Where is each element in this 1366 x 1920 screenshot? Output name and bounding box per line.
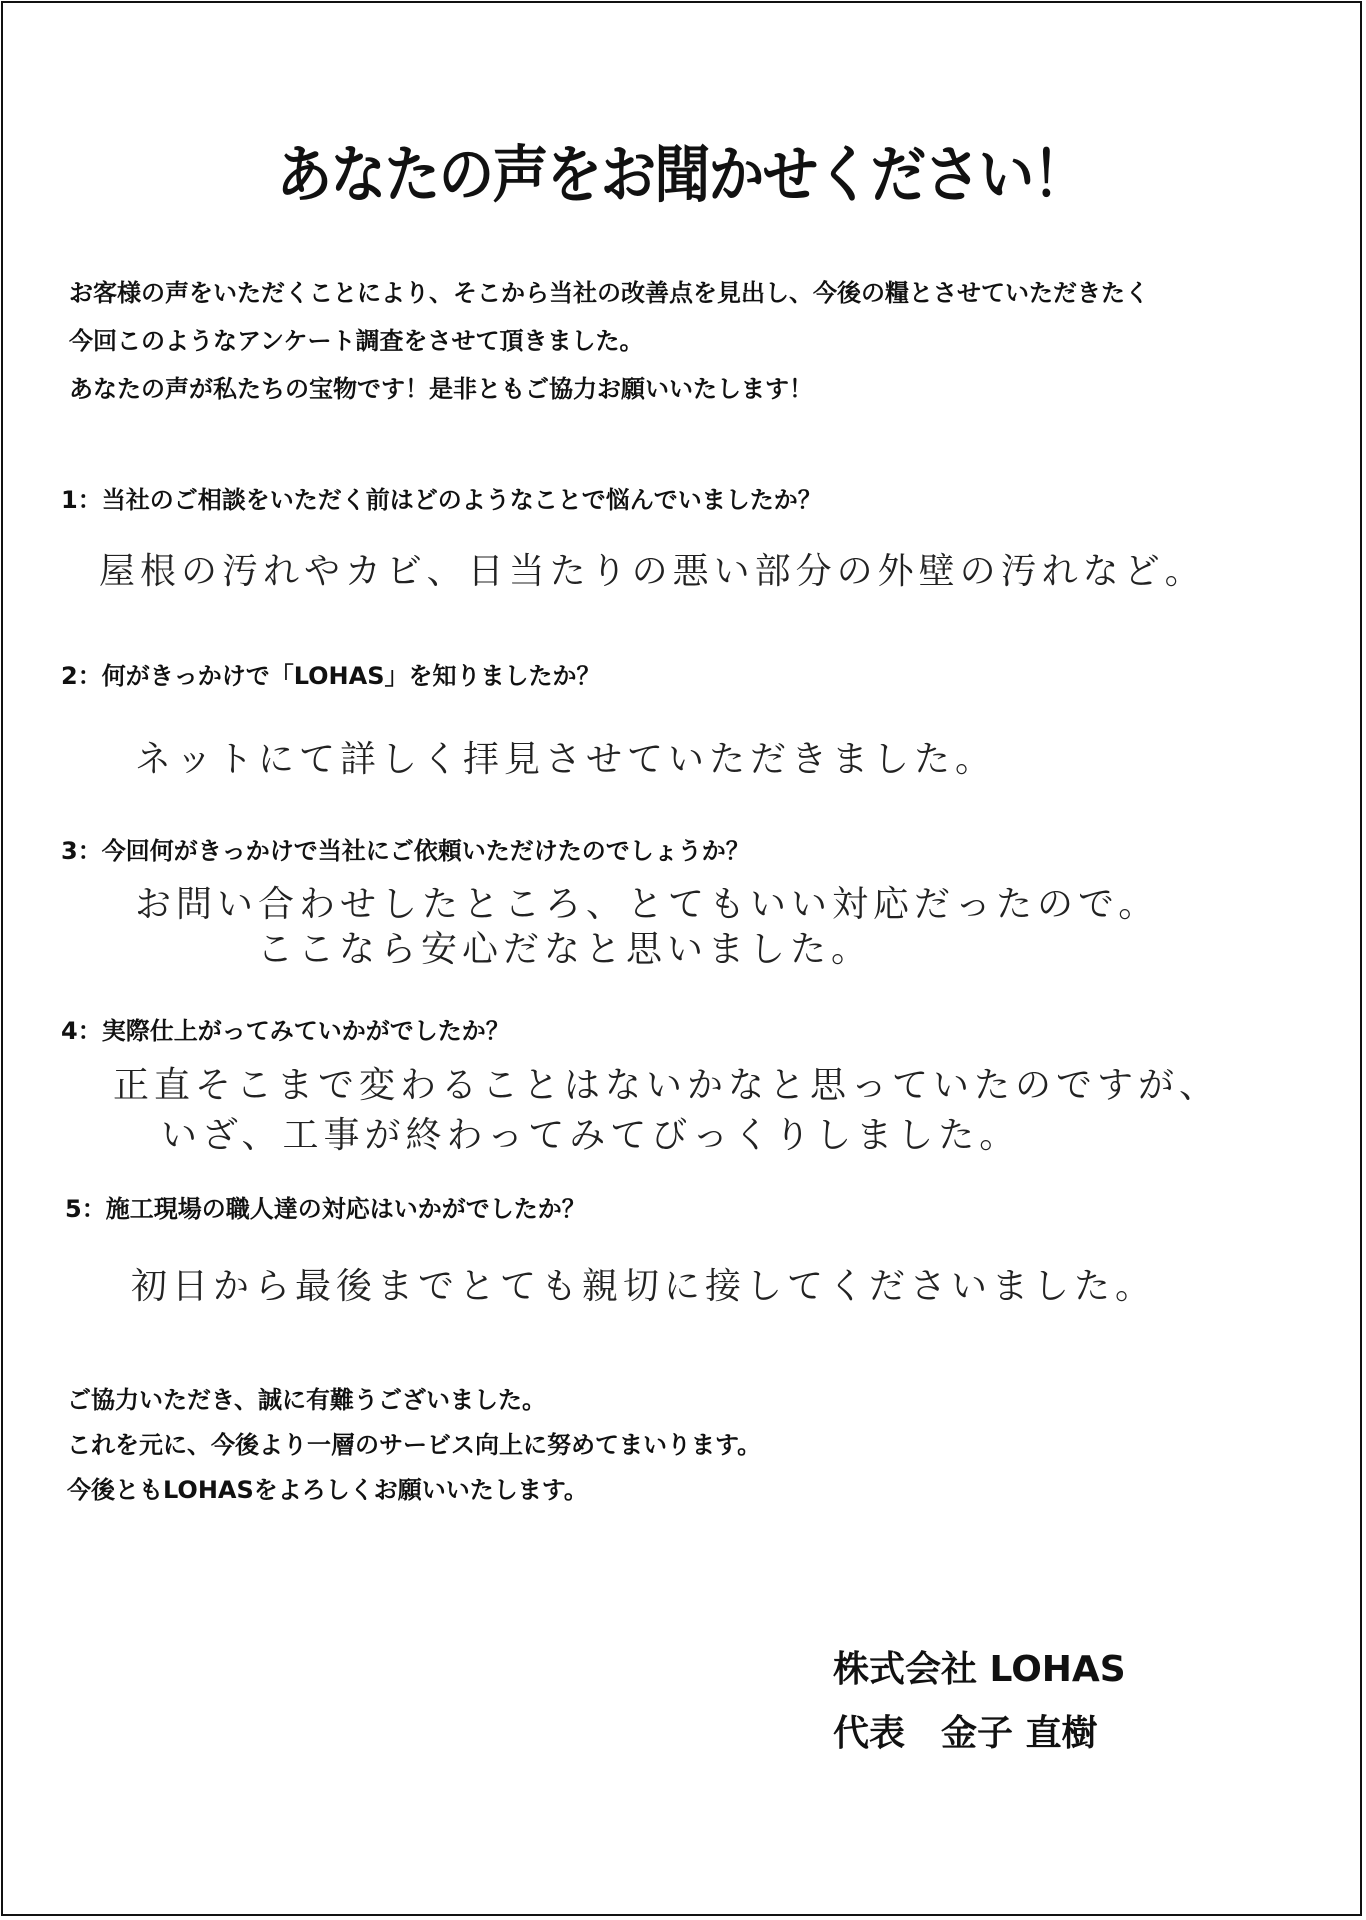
question-3: 3：今回何がきっかけで当社にご依頼いただけたのでしょうか？	[61, 837, 750, 865]
company-name: 株式会社 LOHAS	[833, 1649, 1126, 1690]
page-title: あなたの声をお聞かせください！	[276, 138, 1087, 211]
closing-line-1: ご協力いただき、誠に有難うございました。	[67, 1386, 547, 1414]
closing-line-3: 今後ともLOHASをよろしくお願いいたします。	[67, 1476, 588, 1504]
answer-5-line-1: 初日から最後までとても親切に接してくださいました。	[131, 1266, 1157, 1307]
question-4: 4：実際仕上がってみていかがでしたか？	[61, 1017, 510, 1045]
question-5: 5：施工現場の職人達の対応はいかがでしたか？	[65, 1195, 586, 1223]
representative-name: 代表 金子 直樹	[833, 1713, 1098, 1754]
answer-1-line-1: 屋根の汚れやカビ、日当たりの悪い部分の外壁の汚れなど。	[99, 551, 1206, 592]
intro-line-1: お客様の声をいただくことにより、そこから当社の改善点を見出し、今後の糧とさせていただきたく	[69, 279, 1149, 307]
answer-2-line-1: ネットにて詳しく拝見させていただきました。	[135, 739, 997, 780]
intro-line-2: 今回このようなアンケート調査をさせて頂きました。	[69, 327, 644, 355]
intro-line-3: あなたの声が私たちの宝物です！是非ともご協力お願いいたします！	[69, 375, 813, 403]
question-2: 2：何がきっかけで「LOHAS」を知りましたか？	[61, 662, 601, 690]
answer-4-line-1: 正直そこまで変わることはないかなと思っていたのですが、	[113, 1065, 1221, 1106]
question-1: 1：当社のご相談をいただく前はどのようなことで悩んでいましたか？	[61, 486, 822, 514]
answer-3-line-2: ここなら安心だなと思いました。	[257, 929, 873, 970]
answer-4-line-2: いざ、工事が終わってみてびっくりしました。	[161, 1115, 1021, 1156]
survey-sheet	[1, 1, 1362, 1916]
answer-3-line-1: お問い合わせしたところ、とてもいい対応だったので。	[135, 884, 1160, 925]
closing-line-2: これを元に、今後より一層のサービス向上に努めてまいります。	[67, 1431, 762, 1459]
